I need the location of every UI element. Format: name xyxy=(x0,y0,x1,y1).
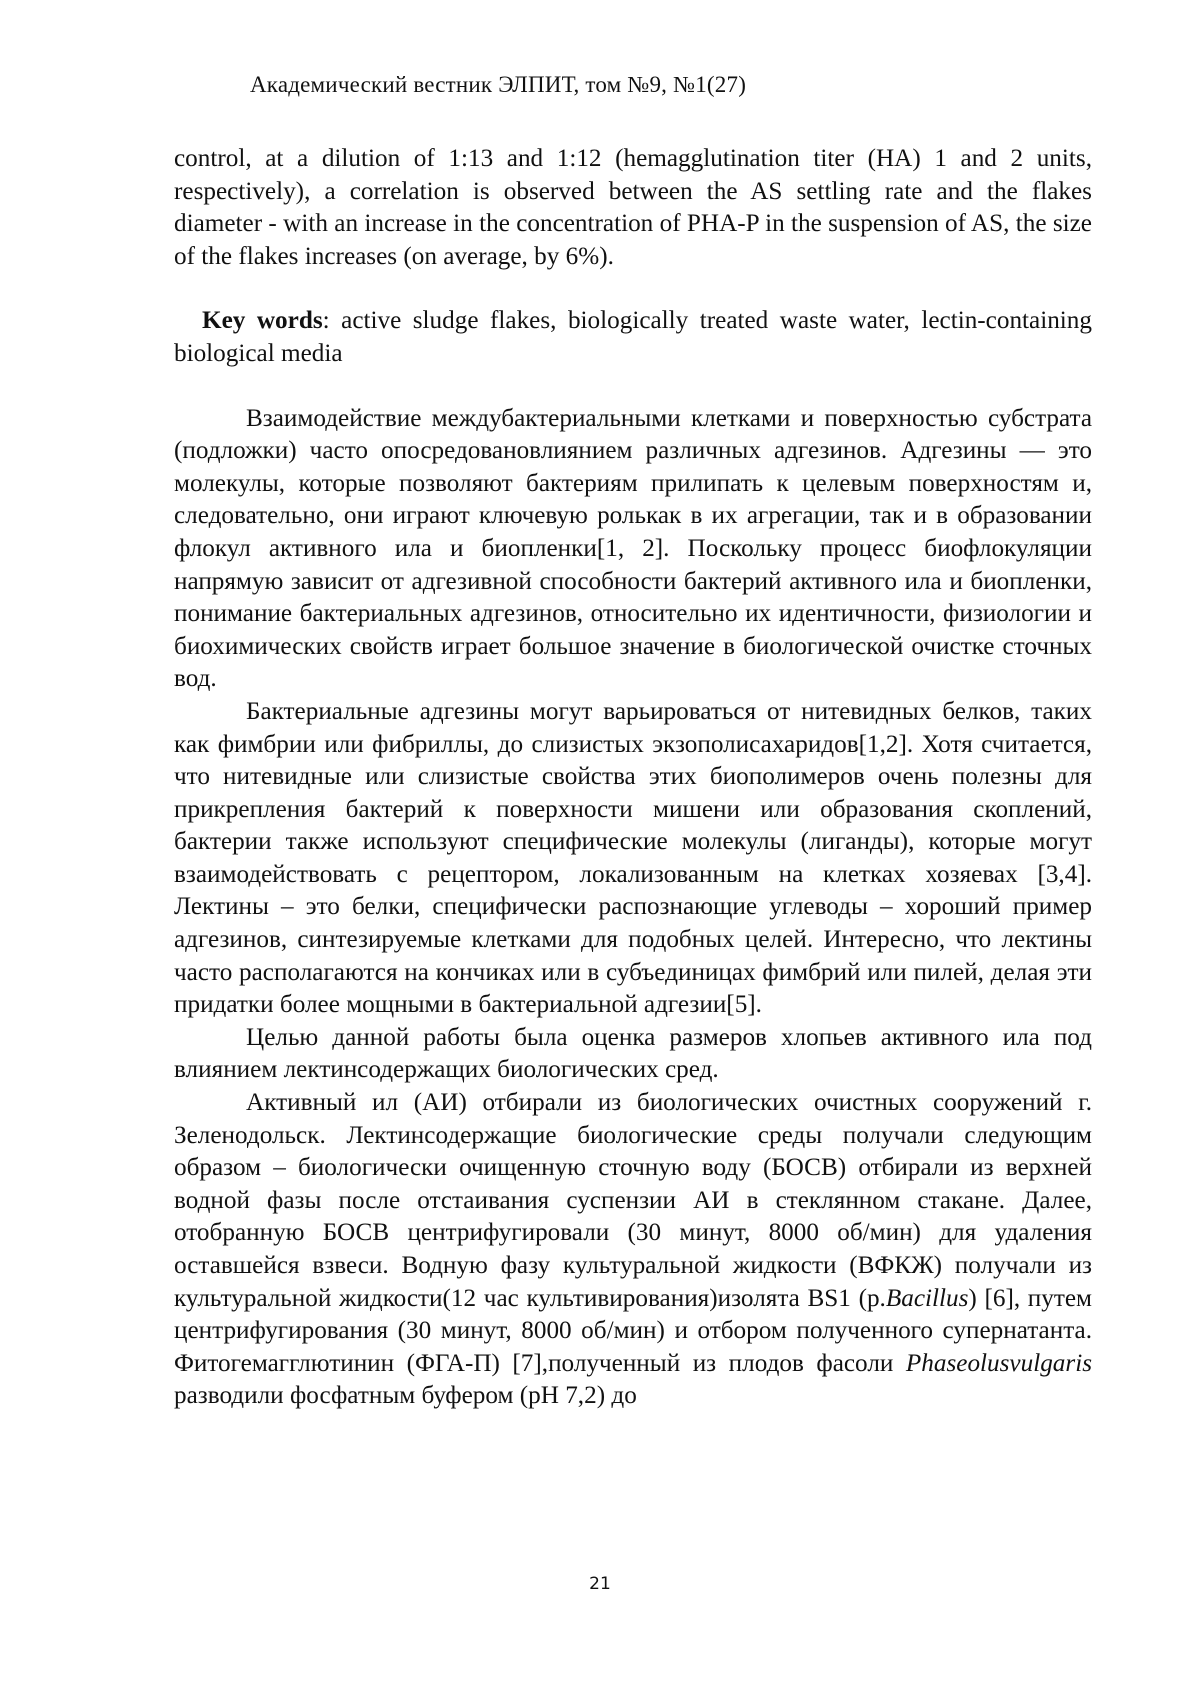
methods-text-3: разводили фосфатным буфером (рН 7,2) до xyxy=(174,1382,637,1410)
running-header: Академический вестник ЭЛПИТ, том №9, №1(27) xyxy=(250,72,747,97)
keywords-paragraph xyxy=(174,305,1092,370)
methods-text-2: ) [6], путем центрифугирования (30 минут, 8000 об/мин) и отбором полученного супернатанта. Фитогемагглютинин (ФГА-П) [7],полученный из плодов фасоли xyxy=(174,1284,1092,1377)
abstract-continuation: control, at a dilution of 1:13 and 1:12 (hemagglutination titer (HA) 1 and 2 units, respectively), a correlation is observed between the AS settling rate and the flakes diameter - with an increase in the concentration of PHA-P in the suspension of AS, the size of the flakes increases (on average, by 6%). xyxy=(174,145,1092,270)
body-text xyxy=(174,143,1092,1413)
species-name-italic: Phaseolusvulgaris xyxy=(905,1349,1092,1377)
keywords-text: : active sludge flakes, biologically treated waste water, lectin-containing biological media xyxy=(174,307,1092,367)
paragraph-methods xyxy=(174,1087,1092,1413)
paragraph-adhesins-intro: Взаимодействие междубактериальными клетками и поверхностью субстрата (подложки) часто опосредовановлиянием различных адгезинов. Адгезины — это молекулы, которые позволяют бактериям прилипать к целевым поверхностям и, следовательно, они играют ключевую ролькак в их агрегации, так и в образовании флокул активного ила и биопленки[1, 2]. Поскольку процесс биофлокуляции напрямую зависит от адгезивной способности бактерий активного ила и биопленки, понимание бактериальных адгезинов, относительно их идентичности, физиологии и биохимических свойств играет большое значение в биологической очистке сточных вод. xyxy=(174,404,1092,693)
keywords-label: Key words xyxy=(202,307,323,335)
methods-text-1: Активный ил (АИ) отбирали из биологических очистных сооружений г. Зеленодольск. Лектинсодержащие биологические среды получали следующим образом – биологически очищенную сточную воду (БОСВ) отбирали из верхней водной фазы после отстаивания суспензии АИ в стеклянном стакане. Далее, отобранную БОСВ центрифугировали (30 минут, 8000 об/мин) для удаления оставшейся взвеси. Водную фазу культуральной жидкости (ВФКЖ) получали из культуральной жидкости(12 час культивирования)изолята BS1 (р. xyxy=(174,1089,1092,1312)
page-number: 21 xyxy=(589,1574,611,1594)
genus-name-italic: Bacillus xyxy=(885,1284,969,1312)
paragraph-aim: Целью данной работы была оценка размеров хлопьев активного ила под влиянием лектинсодержащих биологических сред. xyxy=(174,1023,1092,1084)
paragraph-bacterial-adhesins: Бактериальные адгезины могут варьироваться от нитевидных белков, таких как фимбрии или фибриллы, до слизистых экзополисахаридов[1,2]. Хотя считается, что нитевидные или слизистые свойства этих биополимеров очень полезны для прикрепления бактерий к поверхности мишени или образования скоплений, бактерии также используют специфические молекулы (лиганды), которые могут взаимодействовать с рецептором, локализованным на клетках хозяевах [3,4]. Лектины – это белки, специфически распознающие углеводы – хороший пример адгезинов, синтезируемые клетками для подобных целей. Интересно, что лектины часто располагаются на кончиках или в субъединицах фимбрий или пилей, делая эти придатки более мощными в бактериальной адгезии[5]. xyxy=(174,697,1092,1019)
